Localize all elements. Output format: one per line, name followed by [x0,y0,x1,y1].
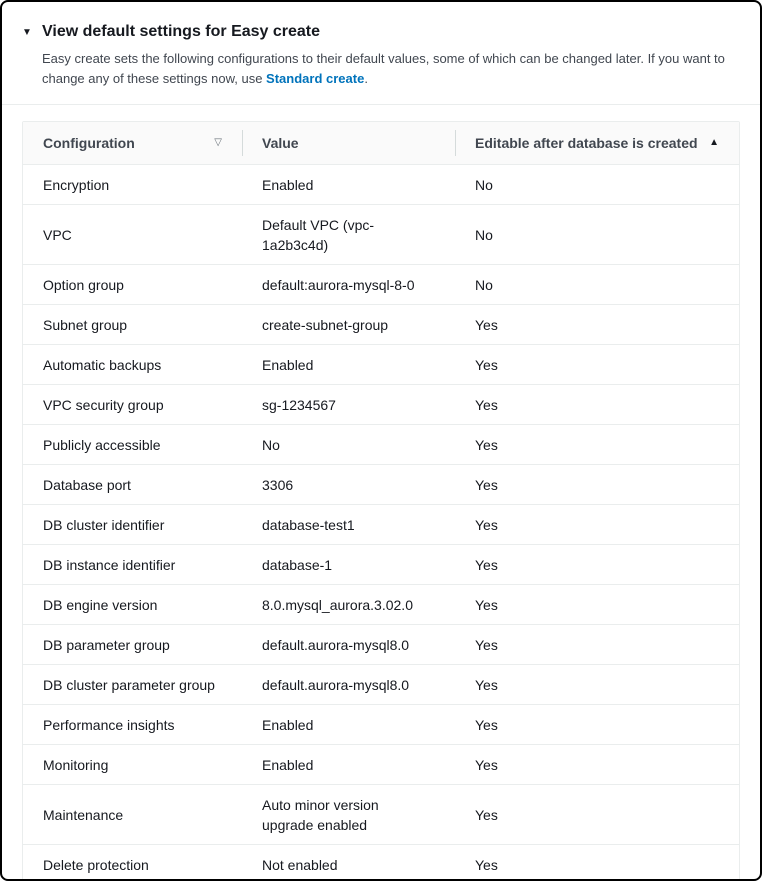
table-row [23,585,739,625]
editable-cell [455,745,739,785]
table-row [23,465,739,505]
config-cell-text: Encryption [43,177,110,193]
expand-caret-icon[interactable]: ▼ [22,26,32,38]
config-cell-text: Delete protection [43,857,149,873]
value-cell-text: default.aurora-mysql8.0 [262,677,410,693]
editable-cell [455,385,739,425]
value-cell [242,545,455,585]
config-cell-text: DB parameter group [43,637,170,653]
value-cell-text: database-test1 [262,517,355,533]
config-cell [23,745,242,785]
value-cell [242,425,455,465]
editable-cell-text: Yes [475,597,498,613]
table-row [23,165,739,205]
value-cell-text: create-subnet-group [262,317,389,333]
config-cell [23,505,242,545]
config-cell-text: VPC security group [43,397,164,413]
config-cell-text: Publicly accessible [43,437,161,453]
table-row [23,205,739,265]
editable-cell [455,205,739,265]
column-header-configuration[interactable] [23,122,242,165]
table-row [23,505,739,545]
config-cell [23,385,242,425]
value-cell-text: default.aurora-mysql8.0 [262,637,410,653]
editable-cell [455,665,739,705]
value-cell-text: 8.0.mysql_aurora.3.02.0 [262,597,413,613]
editable-cell-text: Yes [475,857,498,873]
config-cell-text: Monitoring [43,757,109,773]
editable-cell [455,265,739,305]
config-cell [23,265,242,305]
editable-cell-text: Yes [475,397,498,413]
value-cell-text: default:aurora-mysql-8-0 [262,277,415,293]
config-cell [23,845,242,881]
column-header-value[interactable] [242,122,455,165]
config-cell-text: Performance insights [43,717,175,733]
editable-cell [455,165,739,205]
description-period: . [364,71,368,86]
config-cell [23,165,242,205]
standard-create-link[interactable]: Standard create [266,71,365,86]
value-cell-text: Enabled [262,717,314,733]
column-divider [455,130,456,156]
editable-cell-text: Yes [475,807,498,823]
table-row [23,665,739,705]
config-cell-text: Maintenance [43,807,124,823]
column-header-editable-label: Editable after database is created [475,135,698,151]
table-row [23,265,739,305]
config-cell [23,585,242,625]
config-cell-text: DB engine version [43,597,158,613]
table-row [23,845,739,881]
value-cell [242,625,455,665]
table-row [23,625,739,665]
value-cell [242,785,455,845]
value-cell-text: Auto minor version upgrade enabled [262,797,379,833]
expander-header[interactable] [2,2,760,42]
editable-cell-text: Yes [475,757,498,773]
table-row [23,305,739,345]
table-row [23,785,739,845]
expander-title: View default settings for Easy create [42,23,321,40]
table-row [23,385,739,425]
table-body [23,165,739,881]
config-cell [23,465,242,505]
section-divider [2,104,760,105]
config-cell-text: VPC [43,227,72,243]
config-cell [23,425,242,465]
config-cell-text: DB cluster identifier [43,517,165,533]
config-cell-text: DB instance identifier [43,557,176,573]
table-header-row [23,122,739,165]
table-row [23,745,739,785]
value-cell [242,265,455,305]
editable-cell [455,845,739,881]
column-header-editable[interactable] [455,122,739,165]
sort-unsorted-icon[interactable]: ▽ [214,137,222,148]
description-text: Easy create sets the following configurations to their default values, some of which can be changed later. If you want to change any of these settings now, use [42,51,725,86]
table-row [23,545,739,585]
config-cell [23,205,242,265]
value-cell [242,705,455,745]
config-cell [23,305,242,345]
config-cell [23,705,242,745]
column-header-value-label: Value [262,135,299,151]
config-cell-text: Subnet group [43,317,128,333]
value-cell [242,205,455,265]
editable-cell-text: Yes [475,517,498,533]
editable-cell-text: No [475,177,493,193]
editable-cell-text: Yes [475,717,498,733]
value-cell [242,665,455,705]
column-divider [242,130,243,156]
editable-cell [455,705,739,745]
value-cell-text: sg-1234567 [262,397,336,413]
settings-table-container [22,121,740,881]
settings-table [23,122,739,881]
editable-cell [455,465,739,505]
config-cell-text: Database port [43,477,131,493]
editable-cell-text: No [475,277,493,293]
editable-cell [455,545,739,585]
config-cell [23,665,242,705]
value-cell-text: 3306 [262,477,294,493]
editable-cell [455,505,739,545]
editable-cell-text: Yes [475,637,498,653]
value-cell [242,165,455,205]
value-cell-text: Enabled [262,357,314,373]
value-cell-text: Enabled [262,177,314,193]
config-cell [23,345,242,385]
editable-cell [455,625,739,665]
config-cell-text: Option group [43,277,124,293]
editable-cell [455,585,739,625]
editable-cell-text: Yes [475,437,498,453]
expander-description [42,49,740,89]
editable-cell-text: Yes [475,477,498,493]
value-cell-text: database-1 [262,557,333,573]
editable-cell [455,425,739,465]
editable-cell-text: Yes [475,677,498,693]
editable-cell-text: Yes [475,557,498,573]
table-row [23,425,739,465]
editable-cell [455,305,739,345]
value-cell [242,345,455,385]
value-cell-text: Not enabled [262,857,338,873]
value-cell-text: Default VPC (vpc-1a2b3c4d) [262,217,375,253]
table-row [23,345,739,385]
config-cell [23,545,242,585]
value-cell [242,505,455,545]
value-cell [242,385,455,425]
sort-ascending-icon[interactable]: ▲ [709,137,719,148]
config-cell-text: DB cluster parameter group [43,677,215,693]
config-cell [23,785,242,845]
editable-cell-text: Yes [475,317,498,333]
value-cell [242,845,455,881]
value-cell [242,465,455,505]
value-cell-text: No [262,437,280,453]
editable-cell [455,785,739,845]
config-cell [23,625,242,665]
editable-cell-text: No [475,227,493,243]
editable-cell-text: Yes [475,357,498,373]
value-cell [242,305,455,345]
value-cell [242,745,455,785]
value-cell-text: Enabled [262,757,314,773]
column-header-configuration-label: Configuration [43,135,135,151]
config-cell-text: Automatic backups [43,357,162,373]
table-row [23,705,739,745]
value-cell [242,585,455,625]
editable-cell [455,345,739,385]
